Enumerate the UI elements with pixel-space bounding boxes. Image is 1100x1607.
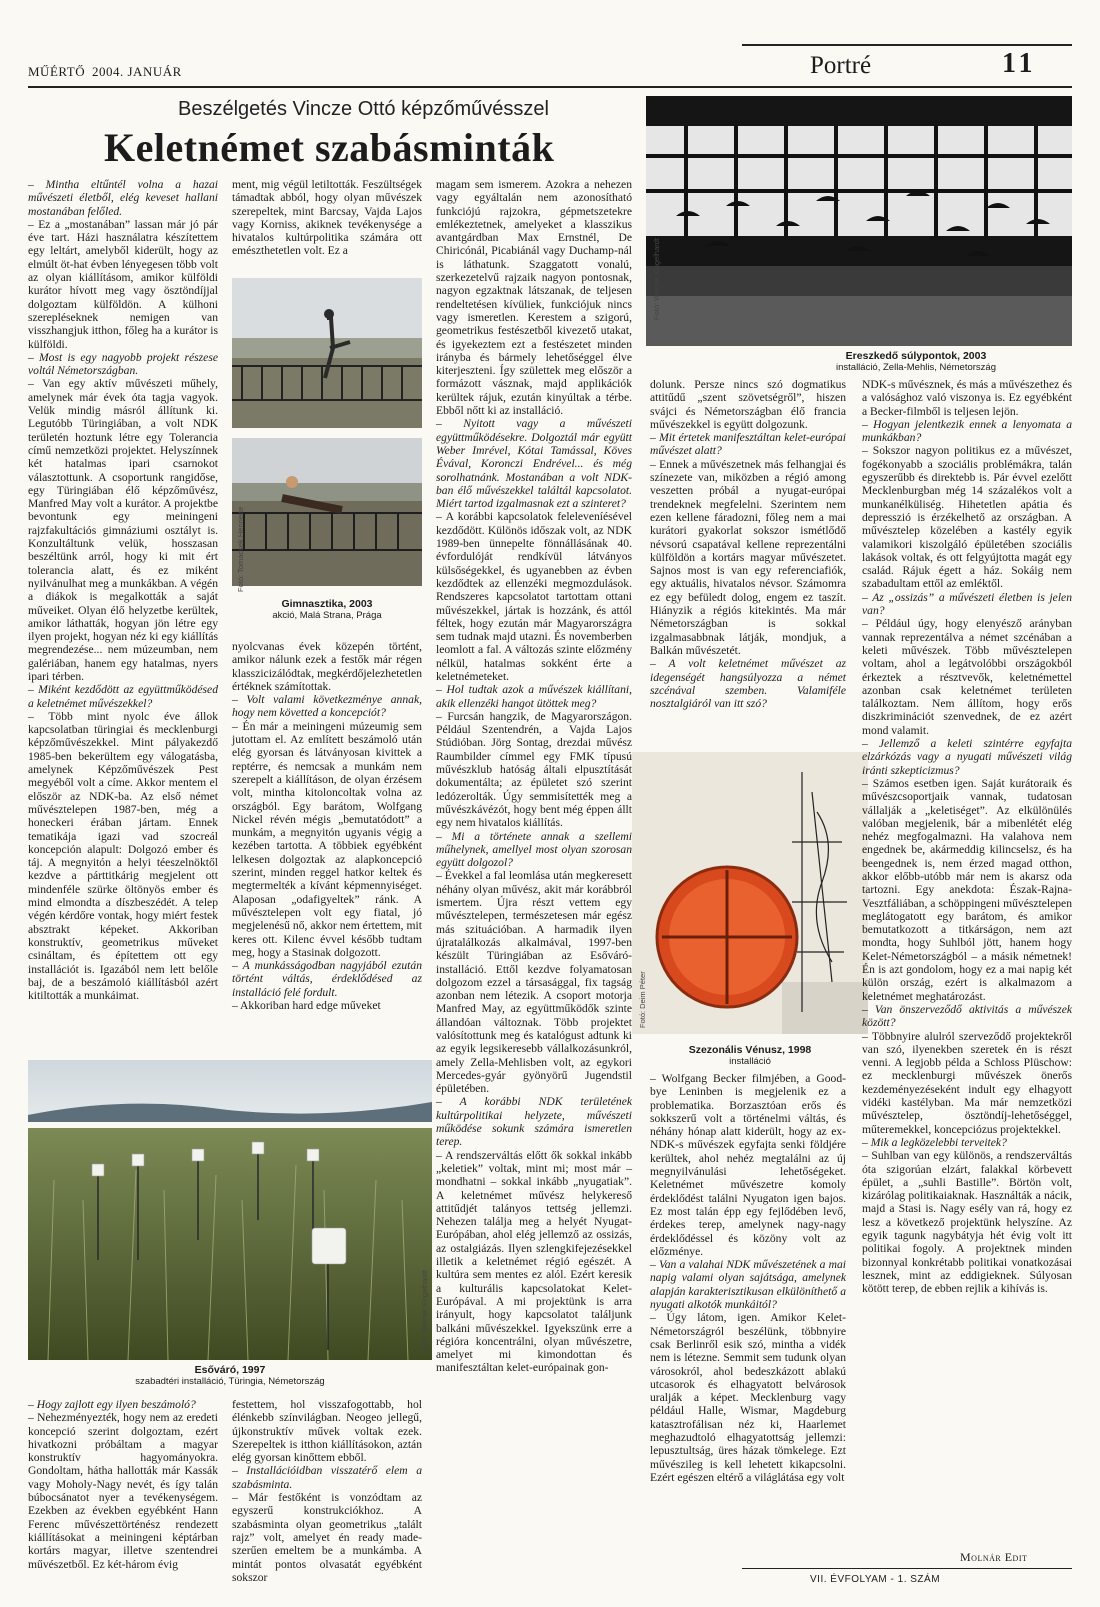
interview-answer: – Furcsán hangzik, de Magyarországon. Például Szentendrén, a Vajda Lajos Stúdióban. Jörg Sontag, drezdai művész Raumbilder címmel egy FMK típusú művészklub hatóság általi elpusztítását dokumentálta; az épületet szó szerint ledózerolták. Úgy semmisítették meg a művészkávézót, hogy bent még éppen állt egy nem hivatalos kiállítás. <box>436 709 632 830</box>
interview-answer: – Már festőként is vonzódtam az egyszerű konstrukciókhoz. A szabásminta olyan geometrikus „talált rajz” volt, amelyet én ready made-szerűen emeltem be a munkámba. A mintát pontos olvasatát egyébként sokszor <box>232 1491 422 1584</box>
interview-question: – Most is egy nagyobb projekt részese voltál Németországban. <box>28 350 218 378</box>
article-kicker: Beszélgetés Vincze Ottó képzőművésszel <box>178 98 549 120</box>
photo-esovaro <box>28 1060 432 1360</box>
interview-question: – Az „ossizás” a művészeti életben is jelen van? <box>862 590 1072 618</box>
photo-credit-venusz: Fotó: Deim Péter <box>638 971 647 1028</box>
interview-answer: – Úgy látom, igen. Amikor Kelet-Németországról beszélünk, többnyire csak Berlinről esik szó, mintha a vidék nem is létezne. Semmit sem tudunk olyan városokról, ahol bedeszkázott ablakú utcasorok és elhagyatott belvárosok uralják a képet. Mecklenburg vagy például Halle, Wismar, Magdeburg katasztrofálisan néz ki, Haarlemet meghazudtoló elhagyatottság jellemzi: lepusztultság, üres házak tömkelege. Ezt művészileg is kell lehetett kikapcsolni. Ezért egészen eltérő a világlátása egy volt <box>650 1311 846 1484</box>
interview-answer: – A korábbi kapcsolatok feleleveníésével kezdődött. Különös időszak volt, az NDK 1989-ben ünnepelte fönnállásának 40. évfordulóját rendkívül látványos külsőségekkel, és ugyanebben az évben kezdődtek az ellenzéki megmozdulások. Rendszeres kapcsolatot tartottam ottani művészekkel, jártak is hozzánk, és attól féltek, hogy ezután már Magyarországra sem tudnak majd utazni. És novemberben leomlott a fal. A változás szinte előzmény nélkül, hatalmas sokként érte a keletnémeteket. <box>436 510 632 683</box>
text-column-6 <box>28 1398 218 1571</box>
interview-question: – Hogyan jelentkezik ennek a lenyomata a munkákban? <box>862 417 1072 445</box>
publication-name: MŰÉRTŐ <box>28 64 86 79</box>
interview-question: – A volt keletnémet művészet az idegenségét hangsúlyozza a német szcénával szemben. Valamiféle nosztalgiáról van itt szó? <box>650 657 846 711</box>
interview-question: – Mintha eltűntél volna a hazai művészeti életből, elég keveset hallani mostanában felőled. <box>28 178 218 218</box>
interview-question: – A korábbi NDK területének kultúrpolitikai helyzete, művészeti működése sokunk számára ismeretlen terep. <box>436 1095 632 1149</box>
caption-venusz-subtitle: installáció <box>729 1056 771 1067</box>
interview-answer: – Suhlban van egy különös, a rendszerváltás óta szigorúan elzárt, falakkal körbevett épület, a „suhli Bastille”. Börtön volt, kizárólag politikaiaknak. Használták a nácik, majd a Stasi is. Nagy esély van rá, hogy ez lesz a következő projektünk helyszíne. Az egyik tagunk nagybátyja hét évig volt itt politikai fogoly. A projektnek minden bizonnyal konkrétabb politikai vonatkozásai lesznek, mint az eddigieknek. Súlyosan kötött terep, de ebben rejlik a kihívás is. <box>862 1149 1072 1296</box>
interview-answer: – Nehezményezték, hogy nem az eredeti koncepció szerint dolgoztam, ezért hivatkozni próbáltam a magyar konstruktív hagyományokra. Gondoltam, hátha hallották már Kassák vagy Moholy-Nagy nevét, és így talán búbocsánatot nyer a tevékenységem. Ezekben az években egyébként Hann Ferenc művészettörténész rendezett kiállításokat a meiningeni képtárban kortárs magyar, illetve szentendrei művészetből. Ez két-három évig <box>28 1411 218 1571</box>
photo-szezonalis-venusz <box>632 752 868 1034</box>
interview-answer: nyolcvanas évek közepén történt, amikor nálunk ezek a festők már régen klasszicizálódtak, megkérdőjelezhetetlen értéknek számítottak. <box>232 640 422 693</box>
caption-esovaro <box>28 1364 432 1387</box>
text-column-5 <box>862 378 1072 1295</box>
interview-answer: ment, mig végül letiltották. Feszültségek támadtak abból, hogy olyan művészek szerepeltek, mint Barcsay, Vajda Lajos vagy Korniss, akiknek tevékenysége a hivatalos kultúrpolitika számára ott emészthetetlen volt. Ez a <box>232 178 422 258</box>
caption-gimnasztika <box>232 598 422 621</box>
masthead-rule <box>28 86 1072 88</box>
interview-answer: – Számos esetben igen. Saját kurátoraik és művészcsoportjaik vannak, tudatosan vállalják a „keletiséget”. Az elkülönülés valóban megjelenik, bár a mibenlétét elég nehéz megfogalmazni. Ha valahova nem engednek be, akármeddig kilincselsz, és ha beengednek is, nem érzed magad otthon, akkor előbb-utóbb már nem is akarsz oda tartozni. Egy anekdota: Észak-Rajna-Vesztfáliában, a schöppingeni művésztelepen meglátogatott egy barátom, és amikor bemutatkozott a titkárságon, nem azt mondta, hogy Suhlból jött, hanem hogy Kelet-Németországból – a másik németnek! Én is azt gondolom, hogy ez a mai napig két külön ország, ezért is alkalmazom a keletnémet meghatározást. <box>862 776 1072 1003</box>
text-column-4 <box>650 1072 846 1484</box>
interview-question: – Installációidban visszatérő elem a szabásminta. <box>232 1464 422 1491</box>
photo-credit-ereszkedo: Fotó: Werner Engelhardt <box>652 238 661 320</box>
masthead-rule-top-right <box>742 44 1072 46</box>
caption-venusz-title: Szezonális Vénusz, 1998 <box>688 1044 812 1056</box>
interview-question: – Mit értetek manifesztáltan kelet-európai művészet alatt? <box>650 431 846 458</box>
interview-answer: magam sem ismerem. Azokra a nehezen vagy egyáltalán nem azonosítható funkciójú rajzokra, gépmetszetekre emlékeztetnek, amelyeket a klasszikus avantgárdban Max Ernstnél, De Chiricónál, Picabiánál vagy Duchamp-nál is láthatunk. Szaggatott vonalú, szerkezetelvű rajzaik nagyon pontosnak, nagyon egzaktnak látszanak, de teljesen rendeltetésen kívüliek, funkciójuk nincs vagy ismeretlen. Kerestem a szigorú, geometrikus festészetből kivezető utakat, és igyekeztem ezt a festészetet minden irányba és bármely lehetőséggel élve kiterjeszteni. Így születtek meg először a formázott vásznak, majd applikációk kerültek rájuk, ezután kinyúltak a térbe. Ebből nőtt ki az installáció. <box>436 178 632 418</box>
interview-answer: NDK-s művésznek, és más a művészethez és a valósághoz való viszonya is. Ez egyébként a Becker-filmből is teljesen lejön. <box>862 378 1072 418</box>
photo-ereszkedo-sulypontok <box>646 96 1072 346</box>
interview-answer: – Akkoriban hard edge műveket <box>232 999 381 1013</box>
interview-question: – A munkásságodban nagyjából ezután történt váltás, érdeklődésed az installáció felé fordult. <box>232 959 422 999</box>
photo-gimnasztika-bottom-art <box>232 438 422 586</box>
photo-gimnasztika-top-art <box>232 278 422 428</box>
interview-answer: – Több mint nyolc éve állok kapcsolatban türingiai és mecklenburgi képzőművészekkel. Mint pályakezdő 1985-ben bekerültem egy válogatásba, amelynek Képzőművészek Pest megyéből volt a címe. Akkor mentem el először az NDK-ba. Az első német művésztelepen 1987-ben, még a honeckeri érában jártam. Ennek tematikája igazi vad szocreál koncepción alapult: Dolgozó ember és táj. A megnyitón a helyi téeszelnöktől kezdve a párttitkárig megjelent ott mindenféle szürke öltönyös ember és mind elmondta a díszbeszédét. A telep végén kérdőre vontak, hogy miért festek absztrakt képeket. Akkoriban konstruktív, geometrikus műveket csináltam, és építettem ott egy installációt is. Igazából nem lett belőle baj, de a beszámoló kiállításból azért kitiltották a munkáimat. <box>28 709 218 1003</box>
caption-ereszkedo <box>760 350 1072 373</box>
issue-footer: VII. ÉVFOLYAM - 1. SZÁM <box>810 1574 941 1585</box>
text-column-4-top <box>650 378 846 710</box>
interview-answer: dolunk. Persze nincs szó dogmatikus attitűdű „szent szövetségről”, hiszen svájci és Németországban élő francia művészekkel is együtt dolgozunk. <box>650 378 846 431</box>
interview-answer: – Évekkel a fal leomlása után megkeresett néhány olyan művész, akit már korábbról ismertem. Újra részt vettem egy művésztelepen, természetesen már egész más szituációban. A harmadik ilyen újratalálkozás alkalmával, 1997-ben készült Türingiában az Esőváró-installáció. Ettől kezdve folyamatosan dolgozom ezzel a társasággal, fix tagság azonban nem létezik. A csoport motorja Manfred May, az együttműködők szinte állandóan változnak. Több projektet valósítottunk meg és katalógust adtunk ki az egyik legsikeresebb vállalkozásunkról, amely Zella-Mehlisben volt, az egykori Mercedes-gyár gyönyörű Jugendstil épületében. <box>436 869 632 1096</box>
article-headline: Keletnémet szabásminták <box>104 125 555 170</box>
interview-question: – Van önszerveződő aktivitás a művészek között? <box>862 1002 1072 1030</box>
footer-rule <box>742 1568 1072 1569</box>
interview-answer: – Ez a „mostanában” lassan már jó pár éve tart. Házi használatra készítettem egy leltárt, amelyből kiderült, hogy az elmúlt öt-hat évben lényegesen több volt az olyan kiállításom, amikor külföldi kurátor hívott meg vagy ösztöndíjjal dolgoztam külföldön. A külhoni szerepléseknek nemigen van visszhangjuk itthon, főleg ha a kurátor is külföldi. <box>28 217 218 351</box>
interview-answer: – Például úgy, hogy elenyésző arányban vannak reprezentálva a német szcénában a keleti művészek. Több művésztelepen voltam, ahol a legátvolóbbi országokból érkeztek a résztvevők, keletnémettel azonban csak keletnémet területen találkoztam. Nem állítom, hogy erős diszkriminációt szenvednek, de ez azért mond valamit. <box>862 617 1072 737</box>
interview-question: – Hogy zajlott egy ilyen beszámoló? <box>28 1398 196 1411</box>
photo-ereszkedo-art <box>646 96 1072 346</box>
caption-ereszkedo-title: Ereszkedő súlypontok, 2003 <box>845 350 987 362</box>
section-title: Portré <box>810 52 872 79</box>
caption-venusz <box>632 1044 868 1067</box>
text-column-7 <box>232 1398 422 1584</box>
article-author: Molnár Edit <box>960 1550 1028 1564</box>
interview-answer: – Többnyire alulról szerveződő projektekről van szó, ilyenekben szeretek én is részt venni. A legjobb példa a Schloss Plüschow: ez mecklenburgi művészek önerős kezdeményezéseként indult egy elhagyott vidéki kastélyban. Ma már nemzetközi művésztelep, ösztöndíj-lehetőséggel, műteremekkel, koncepciózus projektekkel. <box>862 1029 1072 1136</box>
interview-answer: – Van egy aktív művészeti műhely, amelynek már évek óta tagja vagyok. Velük mindig másról állítunk ki. Legutóbb Türingiában, a volt NDK területén hoztunk létre egy Tolerancia című nemzetközi projektet. Helyszínnek két hatalmas ipari csarnokot választottunk. A csoportunk rangidőse, egy Türingiában élő képzőművész, Manfred May volt a kurátor. A projektbe bevontunk egy meiningeni rajzfakultációs gimnáziumi osztályt is. Konzultáltunk velük, hosszasan beszéltünk arról, hogy ki mit ért tolerancia alatt, és ez miként nyilvánulhat meg a munkákban. A végén a diákok is megalkották a saját műveiket. Olyan élő helyzetbe kerültek, amikor láthatták, hogyan jön létre egy ilyen projekt, hogyan néz ki egy kiállítás megrendezése... nem múzeumban, nem galériában, hanem egy hatalmas, nyers ipari térben. <box>28 377 218 683</box>
interview-answer: – Ennek a művészetnek más felhangjai és színezete van, miközben a régió among veszetten próbál a nyugat-európai trendeknek megfelelni. Szerintem nem ezen kellene fáradozni, főleg nem a mai kurátori gyakorlat sokszor ismétlődő névsorú csapatával kellene reprezentálni külföldön a kortárs magyar művészetet. Sajnos most is van egy referenciafiók, egy aktuális, hivatalos névsor. Számomra ez egy befüledt dolog, engem ez taszít. Hiányzik a régiós kitekintés. Ma már Németországban is sokkal izgalmasabbnak látják, mondjuk, a Balkán művészetét. <box>650 457 846 657</box>
interview-answer: – Wolfgang Becker filmjében, a Good-bye Leninben is megjelenik ez a problematika. Borzasztóan erős és sokkszerű volt a történelmi váltás, és néhány hónap alatt kiderült, hogy az ex-NDK-s művészek egyfajta senki földjére kerültek, ahol nehéz megtalálni az új megnyilvánulási lehetőségeket. Keletnémet művészetre komoly érdeklődést találni Nyugaton igen bajos. Ez most talán épp egy fejlődében levő, érdekes terep, amelynek nagy-nagy érdeklődéssel és közöny volt az előzménye. <box>650 1072 846 1258</box>
text-column-1 <box>28 178 218 1002</box>
page-number: 11 <box>1002 48 1037 79</box>
text-column-2-top <box>232 178 422 258</box>
caption-ereszkedo-subtitle: installáció, Zella-Mehlis, Németország <box>836 362 996 373</box>
caption-gimnasztika-subtitle: akció, Malá Strana, Prága <box>272 610 382 621</box>
interview-question: – Jellemző a keleti szintérre egyfajta elzárkózás vagy a nyugati művészeti világ iránti szkepticizmus? <box>862 737 1072 777</box>
caption-esovaro-subtitle: szabadtéri installáció, Türingia, Németország <box>135 1376 325 1387</box>
text-column-2 <box>232 640 422 1012</box>
interview-question: – Miként kezdődött az együttműködésed a keletnémet művészekkel? <box>28 683 218 710</box>
interview-answer: – Én már a meiningeni múzeumig sem jutottam el. Az említett beszámoló után elég gyorsan és látványosan kivittek a reptérre, és nemcsak a munkám nem szerepelt a kiállításon, de olyan érzésem volt, mintha kitoloncoltak volna az országból. Egy barátom, Wolfgang Nickel révén mégis „bemutatódott” a munkám, a megnyitón ugyanis végig a kezében tartotta. A többiek egyébként lelkesen dolgoztak az alapkoncepció szerint, minden reggel hatkor keltek és megtermelték a kívánt képmennyiséget. Alaposan „odafigyeltek” ránk. A művésztelepen volt egy fiatal, jó megjelenésű nő, akkor nem értettem, mit keres ott. Kilenc évvel később tudtam meg, hogy a Stasinak dolgozott. <box>232 719 422 959</box>
text-column-3 <box>436 178 632 1375</box>
interview-question: – Nyitott vagy a művészeti együttműködésekre. Dolgoztál már együtt Weber Imrével, Kótai Tamással, Köves Évával, Koronczi Endrével... és még sorolhatnánk. Mostanában a volt NDK-ban élő művészekkel találtál kapcsolatot. Miért tartod izgalmasnak ezt a szinteret? <box>436 417 632 511</box>
issue-date: 2004. JANUÁR <box>92 64 182 79</box>
interview-question: – Mik a legközelebbi terveitek? <box>862 1135 1007 1149</box>
interview-question: – Volt valami következménye annak, hogy nem követted a koncepciót? <box>232 693 422 720</box>
interview-answer: festettem, hol visszafogottabb, hol élénkebb színvilágban. Neogeo jellegű, újkonstruktív művek voltak ezek. Szerepeltek is itthon kiállításokon, aztán elég gyorsan kinőttem ebből. <box>232 1398 422 1465</box>
interview-question: – Mi a története annak a szellemi műhelynek, amellyel most olyan szorosan együtt dolgozol? <box>436 829 632 870</box>
caption-gimnasztika-title: Gimnasztika, 2003 <box>281 598 373 610</box>
interview-answer: – A rendszerváltás előtt ők sokkal inkább „keletiek” voltak, mint mi; most már – mondhatni – sokkal inkább „nyugatiak”. A keletnémet művész helykereső attitűdjét talányos tettség jellemzi. Nehezen találja meg a helyét Nyugat-Európában, ahol elég jellemző az ossizás, az ostalgiázás. Ilyen szlengkifejezésekkel illetik a keletnémet régió egészét. A kultúra sem mentes ez alól. Ezért keresik a kulturális kapcsolatokat Kelet-Európával. A mi projektünk is arra irányult, hogy kapcsolatot találjunk balkáni művészekkel. Igyekszünk erre a régióra koncentrálni, olyan művészetre, amelyet mi kimondottan és manifesztáltan kelet-európainak gon- <box>436 1148 632 1375</box>
photo-gimnasztika-bottom <box>232 438 422 586</box>
interview-question: – Van a valahai NDK művészetének a mai napig valami olyan sajátsága, amelynek alapján karakterisztikusan elkülöníthető a nyugati alkotók munkáitól? <box>650 1258 846 1312</box>
interview-answer: – Sokszor nagyon politikus ez a művészet, fogékonyabb a szociális problémákra, talán egyszerűbb és direktebb is. Pár évvel ezelőtt Mecklenburgban még 14 százalékos volt a munkanélküliség. Hihetetlen apátia és depresszió is érzékelhető az országban. A művésztelep közelében a kastély egyik valamikori kiszolgáló épületében szociális lakások voltak, és ott felgyújtotta magát egy család. Rájuk égett a ház. Sokáig nem szabadultam ettől az emléktől. <box>862 444 1072 591</box>
photo-credit-gimnasztika: Fotó: Tomacsek Henriette <box>236 506 245 592</box>
photo-gimnasztika-top <box>232 278 422 428</box>
interview-question: – Hol tudtak azok a művészek kiállítani, akik ellenzéki hangot ütöttek meg? <box>436 683 632 710</box>
photo-venusz-art <box>632 752 868 1034</box>
caption-esovaro-title: Esőváró, 1997 <box>194 1364 266 1376</box>
photo-esovaro-art <box>28 1060 432 1360</box>
photo-credit-esovaro: Fotó: Werner Engelhardt <box>420 1270 429 1352</box>
